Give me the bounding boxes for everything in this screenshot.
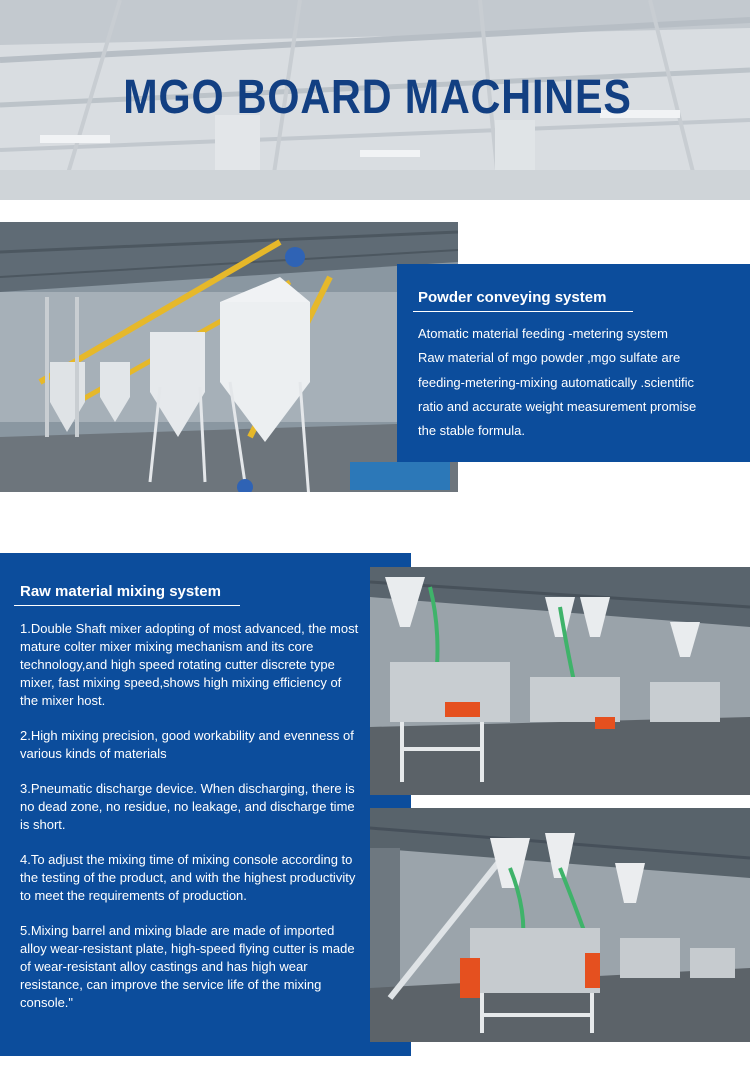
raw-material-mixing-panel	[0, 553, 411, 1056]
powder-section-heading: Powder conveying system	[418, 289, 607, 306]
text-line: Raw material of mgo powder ,mgo sulfate are	[418, 350, 681, 366]
text-line: ratio and accurate weight measurement promise	[418, 398, 697, 414]
mixer-photo-top	[370, 567, 750, 795]
feature-paragraph: 2.High mixing precision, good workability and evenness of various kinds of materials	[20, 728, 354, 761]
powder-section-text	[418, 322, 743, 443]
feature-paragraph: 3.Pneumatic discharge device. When discharging, there is no dead zone, no residue, no leakage, and discharge time is short.	[20, 781, 355, 832]
silo-conveyor-photo	[0, 222, 458, 492]
heading-underline	[14, 605, 240, 606]
mixer-photo-bottom	[370, 808, 750, 1042]
powder-conveying-panel	[397, 264, 750, 462]
heading-underline	[413, 311, 633, 312]
text-line: Atomatic material feeding -metering system	[418, 326, 668, 341]
feature-paragraph: 5.Mixing barrel and mixing blade are made of imported alloy wear-resistant plate, high-speed flying cutter is made of wear-resistant alloy castings and has high wear resistance, can improve the service life of the mixing console."	[20, 923, 355, 1010]
mixing-feature-list	[20, 620, 360, 1029]
header-banner	[0, 0, 750, 200]
text-line: feeding-metering-mixing automatically .scientific	[418, 374, 695, 390]
feature-paragraph: 1.Double Shaft mixer adopting of most advanced, the most mature colter mixer mixing mechanism and its core technology,and high speed rotating cutter discrete type mixer, fast mixing speed,shows high mixing efficiency of the mixer host.	[20, 621, 359, 708]
text-line: the stable formula.	[418, 423, 525, 439]
mixing-section-heading: Raw material mixing system	[20, 583, 221, 600]
feature-paragraph: 4.To adjust the mixing time of mixing console according to the testing of the product, and with the highest productivity to meet the requirements of production.	[20, 852, 356, 903]
page-title: MGO BOARD MACHINES	[123, 71, 632, 124]
